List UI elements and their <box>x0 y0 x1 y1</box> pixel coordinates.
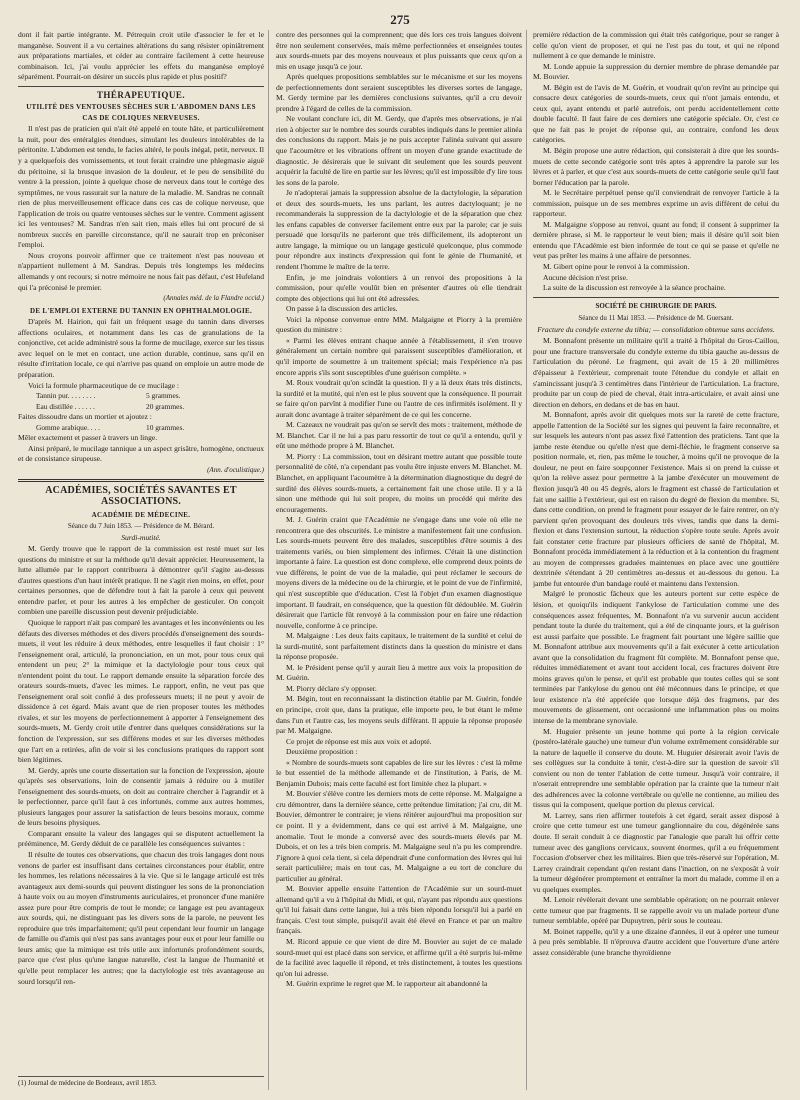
session-date: Séance du 7 Juin 1853. — Présidence de M. Bérard. <box>67 522 215 531</box>
section-title: ACADÉMIES, SOCIÉTÉS SAVANTES ET ASSOCIATIONS. <box>45 485 237 507</box>
session-date: Séance du 11 Mai 1853. — Présidence de M. Guersant. <box>578 314 734 323</box>
paragraph: Enfin, je me joindrais volontiers à un renvoi des propositions à la commission, pour qu'elle voulût bien en présenter d'autres où elle tiendrait compte des objections qui lui ont été adressées. <box>276 272 522 303</box>
topic-title: Fracture du condyle externe du tibia; — consolidation obtenue sans accidens. <box>537 324 775 334</box>
paragraph: M. Bouvier s'élève contre les derniers mots de cette réponse. M. Malgaigne a cru démontrer, dans la dernière séance, cette prétendue limitation; j'ai cru, dit M. Bouvier, démontrer le contraire; je viens réitérer aujourd'hui ma proposition sur ce point. Il y a évidemment, dans ce qui est arrivé à M. Malgaigne, une anomalie. Tout le monde a conversé avec des sourds-muets élevés par M. Dubois, et on les a très bien compris. M. Malgaigne seul n'a pu les comprendre. J'ignore à quoi cela tient, si cela dépendrait d'une conformation des lèvres qui lui serait particulière; mais en tout cas, M. Malgaigne a eu tort de conclure du particulier au général. <box>276 789 522 883</box>
paragraph: « Nombre de sourds-muets sont capables de lire sur les lèvres : c'est là même le but essentiel de la méthode allemande et de l'institution, à Paris, de M. Benjamin Dubois; mais cette faculté est fort limitée chez la plupart. » <box>276 757 522 788</box>
paragraph: M. Bonnafont présente un militaire qu'il a traité à l'hôpital du Gros-Caillou, pour une fracture transversale du condyle externe du tibia gauche au-dessus de l'articulation du péroné. Le fragment, qui avait de 15 à 20 millimètres d'épaisseur à l'extérieur, comprenait toute l'étendue du condyle et allait en s'amincissant jusqu'à 3 centimètres dans l'intérieur de l'articulation. La fracture, produite par un coup de pied de cheval, était intra-articulaire, et avait ainsi une direction en dehors, en dedans et de bas en haut. <box>533 336 779 409</box>
paragraph: Malgré le pronostic fâcheux que les auteurs portent sur cette espèce de lésion, et quoiqu'ils indiquent l'ankylose de l'articulation comme une des conséquences assez fréquentes, M. Bonnafont n'a vu survenir aucun accident pendant toute la durée du traitement, qui a été de cinquante jours, et la guérison est aussi parfaite que possible. Le fragment fait pourtant une légère saillie que M. Bonnafont attribue aux mouvements qu'il a fait exécuter à cette articulation avant que la consolidation du fragment fût complète. M. Bonnafont pense que, réduites immédiatement et avant tout accident local, ces fractures doivent être moins graves qu'on le pense, et qu'il est probable que toutes celles qui se sont terminées par l'ankylose du genou ont été méconnues dans le principe, et que leur existence n'a été appréciée que lorsque déjà des fragmens, par des mouvements de glissement, ont occasionné une inflammation plus ou moins intense de la membrane synoviale. <box>533 589 779 725</box>
rule <box>18 86 264 87</box>
article-title: UTILITÉ DES VENTOUSES SÈCHES SUR L'ABDOMEN DANS LES CAS DE COLIQUES NERVEUSES. <box>26 103 256 122</box>
paragraph: Quoique le rapport n'ait pas comparé les avantages et les inconvénients ou les défauts des diverses méthodes et des divers procédés d'enseignement des sourds-muets, il veut les réduire à deux méthodes, entre lesquelles il faut choisir : 1° l'enseignement oral, articulé, la prononciation, en un mot, pour tous ceux qui entendent un peu; 2° la mimique et la dactylologie pour tous ceux qui n'entendent point du tout. Le rapport demande ensuite la séparation forcée des orateurs sourds-muets, d'avec les mimes. Le rapport, enfin, ne veut pas que l'enseignement oral soit confié à des professeurs muets; il ne peut y avoir de dissidence à cet égard. Mais avant que de rien proposer toutes les méthodes rivales, et sur les moyens de perfectionnement à apporter à l'enseignement des sourds-muets, M. Gerdy croit utile d'entrer dans quelques considérations sur la fonction de l'expression, sur ses différens modes et sur les diverses méthodes que l'art en a retirées, afin de voir si les conclusions pratiques du rapport sont bien légitimes. <box>18 617 264 765</box>
paragraph: M. le Secrétaire perpétuel pense qu'il conviendrait de renvoyer l'article à la commission, puisque un de ses membres exprime un avis différent de celui du rapporteur. <box>533 188 779 219</box>
paragraph: M. Ricord appuie ce que vient de dire M. Bouvier au sujet de ce malade sourd-muet qui est placé dans son service, et affirme qu'il a été surpris lui-même de la facilité avec laquelle il répond, et très distinctement, à toutes les questions qu'on lui adresse. <box>276 937 522 978</box>
paragraph: M. Piorry : La commission, tout en désirant mettre autant que possible toute personnalité de côté, n'a cependant pas voulu être injuste envers M. Blanchet. M. Blanchet, en appliquant l'acoumètre à la détermination diagnostique du degré de surdité des élèves sourds-muets, a certainement fait une chose utile. Il y a là sinon une méthode qui lui soit propre, du moins un procédé qui mérite des encouragements. <box>276 451 522 514</box>
paragraph: M. Malgaigne s'oppose au renvoi, quant au fond; il consent à supprimer la dernière phrase, si M. le rapporteur le veut bien; mais il désire qu'il soit bien entendu que l'Académie est bien informée de tout ce qui se passe et qu'elle ne veut pas prêter les mains à une affaire de personnes. <box>533 219 779 261</box>
recipe-line <box>36 402 264 413</box>
paragraph: Nous croyons pouvoir affirmer que ce traitement n'est pas nouveau et n'appartient nullement à M. Sandras. Depuis très longtemps les médecins allemands y ont recours; si notre mémoire ne nous fait pas défaut, c'est Hufeland qui l'a préconisé le premier. <box>18 250 264 292</box>
quantity: 5 grammes. <box>146 391 181 401</box>
paragraph: M. Cazeaux ne voudrait pas qu'on se servît des mots : traitement, méthode de M. Blanchet. Car il ne lui a pas paru ressortir de tout ce qu'il a entendu, qu'il y eût une méthode propre à M. Blanchet. <box>276 420 522 451</box>
page-number: 275 <box>390 12 410 27</box>
source-citation: (Ann. d'oculistique.) <box>207 465 264 474</box>
recipe-line <box>36 423 264 434</box>
paragraph: M. Bégin, tout en reconnaissant la distinction établie par M. Guérin, fondée en principe, croit que, dans la pratique, elle importe peu, le but étant le même dans l'un et l'autre cas, les moyens seuls différant. Il appuie la réponse proposée par M. Malgaigne. <box>276 694 522 736</box>
paragraph: Il résulte de toutes ces observations, que chacun des trois langages dont nous venons de parler est insuffisant dans certaines circonstances pour établir, entre les hommes, les relations nécessaires à la vie. Que si le langage articulé est très avantageux aux demi-sourds qui peuvent distinguer les sons de la prononciation à haute voix ou au moyen d'instruments auriculaires, et prononcer d'une manière assez pure pour être compris de tout le monde; ce langage est peu avantageux aux sourds, qui, ne distinguant pas les divers sons de la parole, ne peuvent les reproduire que très imparfaitement; qu'il peut cependant leur fournir un langage de famille ou d'amis qui n'est pas sans avantages pour eux et pour leur famille ou leurs amis; que la mimique est très utile aux infortunés profondément sourds, parce que c'est plus qu'une langue naturelle, c'est la langue de l'humanité et qu'elle peut remplacer les autres; que la dactylologie est très avantageuse au sourd lorsqu'il ren- <box>18 850 264 986</box>
paragraph: D'après M. Hairion, qui fait un fréquent usage du tannin dans diverses affections oculaires, et notamment dans les cas de granulations de la conjonctive, cet acide administré sous la forme de mucilage, exerce sur les tissus avec lequel on le met en contact, une action durable, continue, sans qu'il en résulte d'irritation locale, ce qui n'arrive pas quand on emploie un autre mode de préparation. <box>18 317 264 379</box>
paragraph: dont il fait partie intégrante. M. Pétrequin croit utile d'associer le fer et le manganèse. Souvent il a vu certaines altérations du sang résister opiniâtrement aux préparations martiales, et céder au contraire facilement à cette heureuse combinaison. Ici, j'ai voulu apprécier les effets du manganèse employé séparément. Pourrait-on désirer un succès plus rapide et plus positif? <box>18 30 264 82</box>
paragraph: M. Bégin est de l'avis de M. Guérin, et voudrait qu'on revînt au principe qui consacre deux catégories de sourds-muets, ceux qui n'ont jamais entendu, et ceux qui, ayant entendu et parlé autrefois, ont perdu accidentellement cette double faculté. Il faut faire de ces derniers une catégorie spéciale. Or, c'est ce que ne fait pas le projet de réponse qui, au contraire, confond les deux catégories. <box>533 82 779 145</box>
academy-name: ACADÉMIE DE MÉDECINE. <box>91 510 191 519</box>
paragraph: La suite de la discussion est renvoyée à la séance prochaine. <box>543 283 726 293</box>
footnote: (1) Journal de médecine de Bordeaux, avril 1853. <box>18 1076 264 1087</box>
ingredient: Tannin pur. . . . . . . . <box>36 391 96 401</box>
paragraph: Ainsi préparé, le mucilage tannique a un aspect grisâtre, homogène, onctueux et de consistance sirupeuse. <box>18 443 264 464</box>
paragraph: Ce projet de réponse est mis aux voix et adopté. <box>286 736 432 746</box>
paragraph: M. Gerdy trouve que le rapport de la commission est resté muet sur les questions du ministre et sur la méthode qu'il devait apprécier. Heureusement, la lutte allumée par le rapport contribuera à démontrer qu'il s'agite au-dessus d'autres questions d'un haut intérêt pratique. Il ne s'agit rien moins, en effet, pour certaines personnes, que de défendre tout à fait la parole à ceux qui peuvent entendre parler, et pour les autres à les empêcher de gesticuler. On conçoit combien une pareille discussion peut devenir préjudiciable. <box>18 544 264 617</box>
paragraph: M. Huguier présente un jeune homme qui porte à la région cervicale (postéro-latérale gauche) une tumeur d'un volume extrêmement considérable sur la nature de laquelle il conserve du doute. M. Huguier désirerait avoir l'avis de ses collègues sur la conduite à tenir, c'est-à-dire sur la question de savoir s'il convient ou non de tenter l'ablation de cette tumeur. Jusqu'à voir contraire, il n'oserait entreprendre une semblable opération par la crainte que la tumeur n'ait des adhérences avec la colonne vertébrale ou qu'elle ne contienne, au milieu des tissus qui la composent, quelque portion du plexus cervical. <box>533 726 779 810</box>
paragraph: M. Malgaigne : Les deux faits capitaux, le traitement de la surdité et celui de la surdi-mutité, sont parfaitement distincts dans la question du ministre et dans la réponse proposée. <box>276 631 522 662</box>
paragraph: M. Gibert opine pour le renvoi à la commission. <box>543 262 690 272</box>
paragraph: M. Bonnafont, après avoir dit quelques mots sur la rareté de cette fracture, appelle l'attention de la Société sur les signes qui peuvent la faire reconnaître, et sur lesquels les auteurs n'ont pas assez fixé l'attention des praticiens. Tant que la jambe reste étendue ou qu'elle n'est que demi-fléchie, le fragment conserve sa position normale, et, rien, pas même le toucher, à moins qu'il ne provoque de la douleur, ne peut en faire soupçonner l'existence. Mais si on prend la cuisse et qu'on la relève assez pour permettre à la jambe d'exécuter un mouvement de flexion jusqu'à 40 ou 45 degrés, alors le fragment est chassé de l'articulation et fait une saillie à l'extérieur, qui est en raison du degré de flexion du membre. Si, dans cette condition, on prend le fragment pour essayer de le faire rentrer, on n'y parvient qu'en provoquant des douleurs très vives, tandis que dans la demi-flexion et dans l'extension surtout, la réduction s'opère toute seule. Après avoir fait constater cette fracture par plusieurs officiers de santé de l'hôpital, M. Bonnafont procéda immédiatement à la réduction et à la contention du fragment au moyen de compresses graduées maintenues en place avec une gouttière dextrinée s'étendant à 20 centimètres au-dessus et au-dessous du genou. La jambe fut entourée d'un bandage roulé et maintenu dans l'extension. <box>533 410 779 588</box>
paragraph: Aucune décision n'est prise. <box>543 272 628 282</box>
paragraph: Voici la réponse convenue entre MM. Malgaigne et Piorry à la première question du ministre : <box>276 314 522 335</box>
rule <box>533 297 779 298</box>
column-1 <box>18 30 264 1092</box>
article-title: DE L'EMPLOI EXTERNE DU TANNIN EN OPHTHALMOLOGIE. <box>29 306 253 315</box>
topic-title: Surdi-mutité. <box>121 532 161 542</box>
paragraph: Comparant ensuite la valeur des langages qui se disputent actuellement la prééminence, M. Gerdy déduit de ce parallèle les conséquences suivantes : <box>18 828 264 849</box>
ingredient: Gomme arabique. . . . <box>36 422 101 432</box>
paragraph: contre des personnes qui la comprennent; que dès lors ces trois langues doivent être non seulement conservées, mais même perfectionnées et enseignées toutes aux sourds-muets par des moyens nouveaux et plus puissants que ceux qu'on a mis en usage jusqu'à ce jour. <box>276 30 522 71</box>
paragraph: M. Lenoir révèlerait devant une semblable opération; on ne pourrait enlever cette tumeur que par fragments. Il se rappelle avoir vu un malade porteur d'une tumeur semblable, opéré par Dupuytren, périr sous le couteau. <box>533 895 779 926</box>
recipe-line <box>36 391 264 402</box>
paragraph: Voici la formule pharmaceutique de ce mucilage : <box>28 380 180 390</box>
paragraph: M. le Président pense qu'il y aurait lieu à mettre aux voix la proposition de M. Guérin. <box>276 662 522 683</box>
ingredient: Eau distillée . . . . . . <box>36 401 95 411</box>
paragraph: M. Boinet rappelle, qu'il y a une dizaine d'années, il eut à opérer une tumeur à peu près semblable. Il n'éprouva d'autre accident que l'ouverture d'une artère assez considérable (une branche thyroïdienne <box>533 926 779 958</box>
paragraph: Il n'est pas de praticien qui n'ait été appelé en toute hâte, et particulièrement la nuit, pour des entéralgies étendues, simulant les douleurs intolérables de la péritonite. L'abdomen est tendu, le facies altéré, le pouls inégal, petit, nerveux. Il y a quelquefois des vomissements, et tout ferait craindre une phlegmasie aiguë du péritoine, si la brusque invasion de la douleur, et le peu de sensibilité du ventre à la pression, jointe à quelque chose de nerveux dans tout le cortège des symptômes, ne vous rassurait sur la nature de la maladie. M. Sandras ne connaît rien de plus merveilleusement efficace dans ces cas de colique nerveuse, que l'application de trois ou quatre ventouses sèches sur le ventre. Comment agissent ici les ventouses? M. Sandras n'en sait rien, mais elles lui ont procuré de si nombreux succès en pareille circonstance, qu'il ne saurait trop en préconiser l'emploi. <box>18 124 264 250</box>
section-title: THÉRAPEUTIQUE. <box>96 89 186 100</box>
paragraph: Deuxième proposition : <box>286 747 358 757</box>
column-divider <box>268 30 269 1090</box>
paragraph: M. Bouvier appelle ensuite l'attention de l'Académie sur un sourd-muet allemand qu'il a vu à l'hôpital du Midi, et qui, n'ayant pas répondu aux questions qu'il lui faisait dans cette langue, lui a très bien répondu lorsqu'il lui a parlé en français. C'est tout simple, puisqu'il avait été élevé en France et par un maître français. <box>276 884 522 936</box>
quantity: 20 grammes. <box>146 401 185 411</box>
paragraph: M. J. Guérin craint que l'Académie ne s'engage dans une voie où elle ne rencontrera que des obscurités. Le ministre a manifestement fait une confusion. Les sourds-muets peuvent être des malades, susceptibles d'être soumis à des traitements variés, ou bien simplement des infirmes. C'était là une distinction importante à faire. La question est donc complexe, elle comprend deux points de vue différens, le point de vue de la maladie, qui peut réclamer le secours de moyens divers de la médecine ou de la chirurgie, et le point de vue de l'infirmité, qui n'est susceptible que d'éducation. C'est là l'objet d'un examen diagnostique important. Il faudrait, en conséquence, que la question fût dédoublée. M. Guérin désirerait que l'article fût renvoyé à la commission pour en faire une rédaction nouvelle, conforme à ce principe. <box>276 515 522 630</box>
recipe <box>18 423 264 434</box>
paragraph: M. Roux voudrait qu'on scindât la question. Il y a là deux états très distincts, la surdité et la mutité, qui n'en est le plus souvent que la conséquence. Il pourrait se faire qu'on parvînt à modifier l'une ou l'autre de ces infirmités isolément. Il y aurait donc avantage à traiter séparément de ce qui les concerne. <box>276 378 522 419</box>
source-citation: (Annales méd. de la Flandre occid.) <box>163 294 264 303</box>
column-divider <box>526 30 527 1090</box>
paragraph: Faites dissoudre dans un mortier et ajoutez : <box>18 412 152 422</box>
quantity: 10 grammes. <box>146 422 185 432</box>
column-3 <box>533 30 779 1092</box>
paragraph: Mêler exactement et passer à travers un linge. <box>18 433 158 443</box>
rule <box>18 479 264 482</box>
paragraph: M. Londe appuie la suppression du dernier membre de phrase demandée par M. Bouvier. <box>533 61 779 82</box>
paragraph: « Parmi les élèves entrant chaque année à l'établissement, il s'en trouve généralement un certain nombre qui paraissent susceptibles d'amélioration, et qu'il importe de soumettre à un traitement spécial; mais l'expérience n'a pas encore appris s'ils sont susceptibles d'une guérison complète. » <box>276 335 522 377</box>
paragraph: M. Bégin propose une autre rédaction, qui consisterait à dire que les sourds-muets de cette seconde catégorie sont très aptes à apprendre la parole sur les lèvres et à parler, et que c'est aux sourds-muets de cette catégorie seule qu'il faut borner l'éducation par la parole. <box>533 146 779 187</box>
paragraph: Après quelques propositions semblables sur le mécanisme et sur les moyens de perfectionnements dont seraient susceptibles les diverses sortes de langage, M. Gerdy termine par les dernières conclusions suivantes, qu'il a cru devoir prendre à l'égard de celles de la commission. <box>276 72 522 113</box>
paragraph: Je n'adopterai jamais la suppression absolue de la dactylologie, la séparation et deux des sourds-muets, les uns parlant, les autres dactyloquant; je ne recommanderais la suppression de la dactylologie et de la séparation que chez les enfans capables de converser facilement entre eux par la parole; car je suis persuadé que lorsqu'ils ne parleront que très difficilement, ils adopteront un autre langage, la mimique ou un langage gesticulé quelconque, plus commode pour répondre aux instincts d'expression qui font le génie de l'humanité, et rendent l'homme le maître de la terre. <box>276 188 522 272</box>
paragraph: première rédaction de la commission qui était très catégorique, pour se ranger à celle qu'on vient de proposer, et qui ne l'est pas du tout, et qui ne répond nullement à ce que demande le ministre. <box>533 30 779 61</box>
paragraph: M. Gerdy, après une courte dissertation sur la fonction de l'expression, ajoute qu'après ses observations, loin de consentir jamais à réduire ou à mutiler l'enseignement des sourds-muets, on doit au contraire chercher à l'agrandir et à le perfectionner, parce qu'il faut à ces infortunés, comme aux autres hommes, plusieurs langages pour assurer la satisfaction de leurs besoins moraux, comme de leurs besoins physiques. <box>18 765 264 828</box>
society-name: SOCIÉTÉ DE CHIRURGIE DE PARIS. <box>595 301 717 310</box>
recipe <box>18 391 264 412</box>
column-2 <box>276 30 522 1092</box>
paragraph: M. Larrey, sans rien affirmer toutefois à cet égard, serait assez disposé à croire que cette tumeur est une tumeur ganglionnaire du cou, dégénérée sans doute. Il serait conduit à ce diagnostic par l'analogie que paraît lui offrir cette tumeur avec des ganglions cervicaux, souvent énormes, qu'il a eu fréquemment l'occasion d'observer chez les militaires. Bien que très-réservé sur l'opération, M. Larrey craindrait cependant qu'en restant dans l'inaction, on ne s'exposât à voir la tumeur dégénérer promptement et entraîner la mort du malade, comme il en a vu quelques exemples. <box>533 810 779 894</box>
paragraph: On passe à la discussion des articles. <box>286 304 398 314</box>
paragraph: M. Guérin exprime le regret que M. le rapporteur ait abandonné la <box>286 979 488 989</box>
paragraph: M. Piorry déclare s'y opposer. <box>286 683 377 693</box>
paragraph: Ne voulant conclure ici, dit M. Gerdy, que d'après mes observations, je n'ai rien à objecter sur le nombre des sourds curables indiqués dans le premier alinéa des conclusions du rapport. Mais je ne puis accepter l'alinéa suivant qui assure que l'acoumètre et les vibrations offrent un moyen d'une grande exactitude de diagnostic. Je désirerais que le suivant dit seulement que les sourds peuvent acquérir la faculté de lire en partie sur les lèvres; qu'il est impossible d'y lire tous les sons de la parole. <box>276 114 522 187</box>
